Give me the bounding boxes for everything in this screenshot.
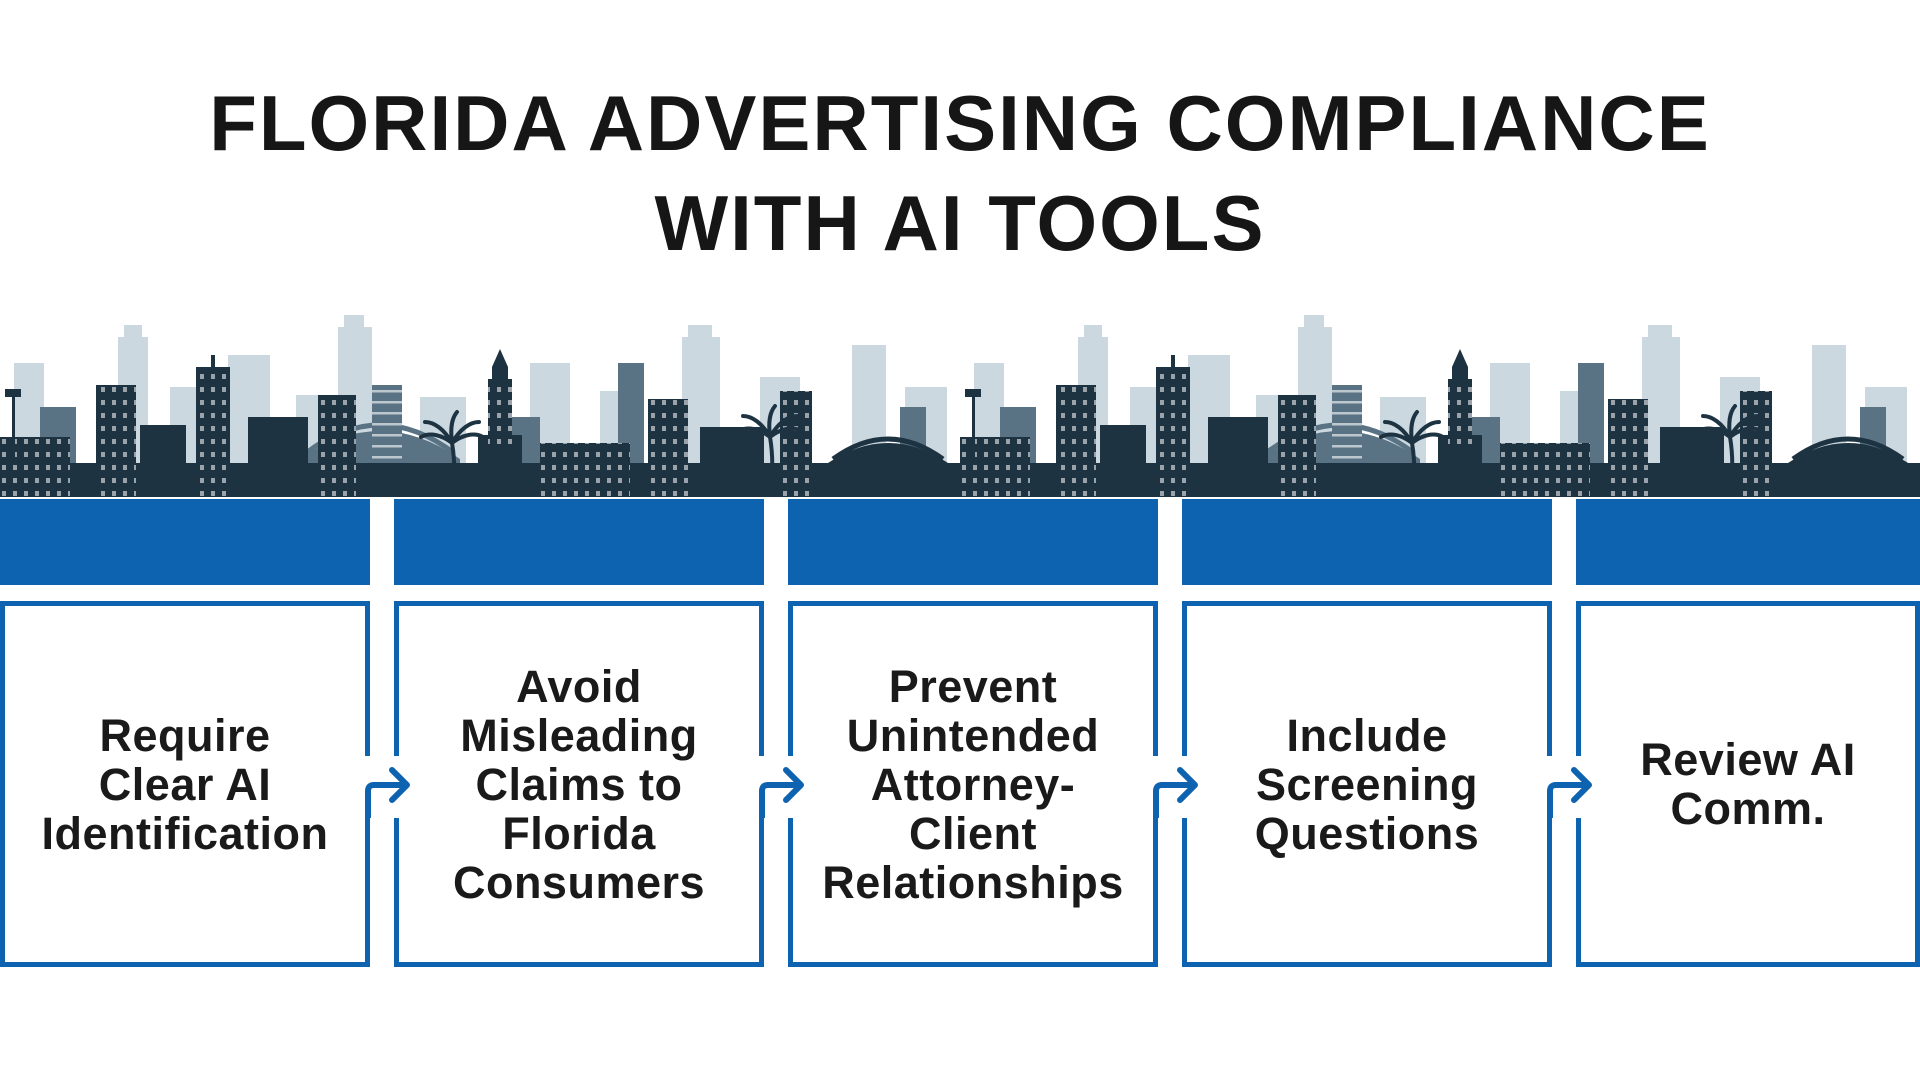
step-label-line: Claims to <box>475 758 683 810</box>
city-skyline-illustration <box>0 267 1920 497</box>
page-title <box>0 73 1920 273</box>
step-label-5 <box>1640 735 1855 833</box>
step-box-2 <box>394 601 764 967</box>
step-box-4 <box>1182 601 1552 967</box>
flow-arrow-icon <box>752 756 814 818</box>
step-header-bar-4 <box>1182 499 1552 585</box>
step-header-bar-3 <box>788 499 1158 585</box>
flow-arrow-icon <box>1540 756 1602 818</box>
flow-arrow-icon <box>1146 756 1208 818</box>
step-box-1 <box>0 601 370 967</box>
step-label-line: Attorney- <box>870 758 1076 810</box>
step-label-4 <box>1255 711 1480 858</box>
step-box-5 <box>1576 601 1920 967</box>
step-label-line: Florida <box>502 807 656 859</box>
step-label-line: Review AI <box>1640 734 1856 785</box>
step-label-line: Client <box>908 807 1037 859</box>
step-label-1 <box>42 711 329 858</box>
page-title-line-2: WITH AI TOOLS <box>654 179 1266 267</box>
step-label-line: Misleading <box>460 709 698 761</box>
step-label-line: Unintended <box>846 709 1100 761</box>
flow-arrow-icon <box>358 756 420 818</box>
step-label-line: Avoid <box>516 660 642 712</box>
step-header-bar-2 <box>394 499 764 585</box>
step-header-bar-1 <box>0 499 370 585</box>
step-label-line: Relationships <box>822 856 1124 908</box>
step-label-line: Require <box>99 709 271 761</box>
step-label-line: Include <box>1286 709 1448 761</box>
step-label-line: Screening <box>1255 758 1479 810</box>
step-label-line: Comm. <box>1670 783 1826 834</box>
step-header-bar-5 <box>1576 499 1920 585</box>
step-label-line: Prevent <box>888 660 1058 712</box>
step-label-line: Consumers <box>452 856 706 908</box>
step-label-line: Questions <box>1254 807 1480 859</box>
step-label-line: Clear AI <box>98 758 272 810</box>
step-label-line: Identification <box>41 807 329 859</box>
step-box-3 <box>788 601 1158 967</box>
step-label-2 <box>453 662 705 907</box>
page-title-line-1: FLORIDA ADVERTISING COMPLIANCE <box>209 79 1711 167</box>
step-label-3 <box>822 662 1124 907</box>
